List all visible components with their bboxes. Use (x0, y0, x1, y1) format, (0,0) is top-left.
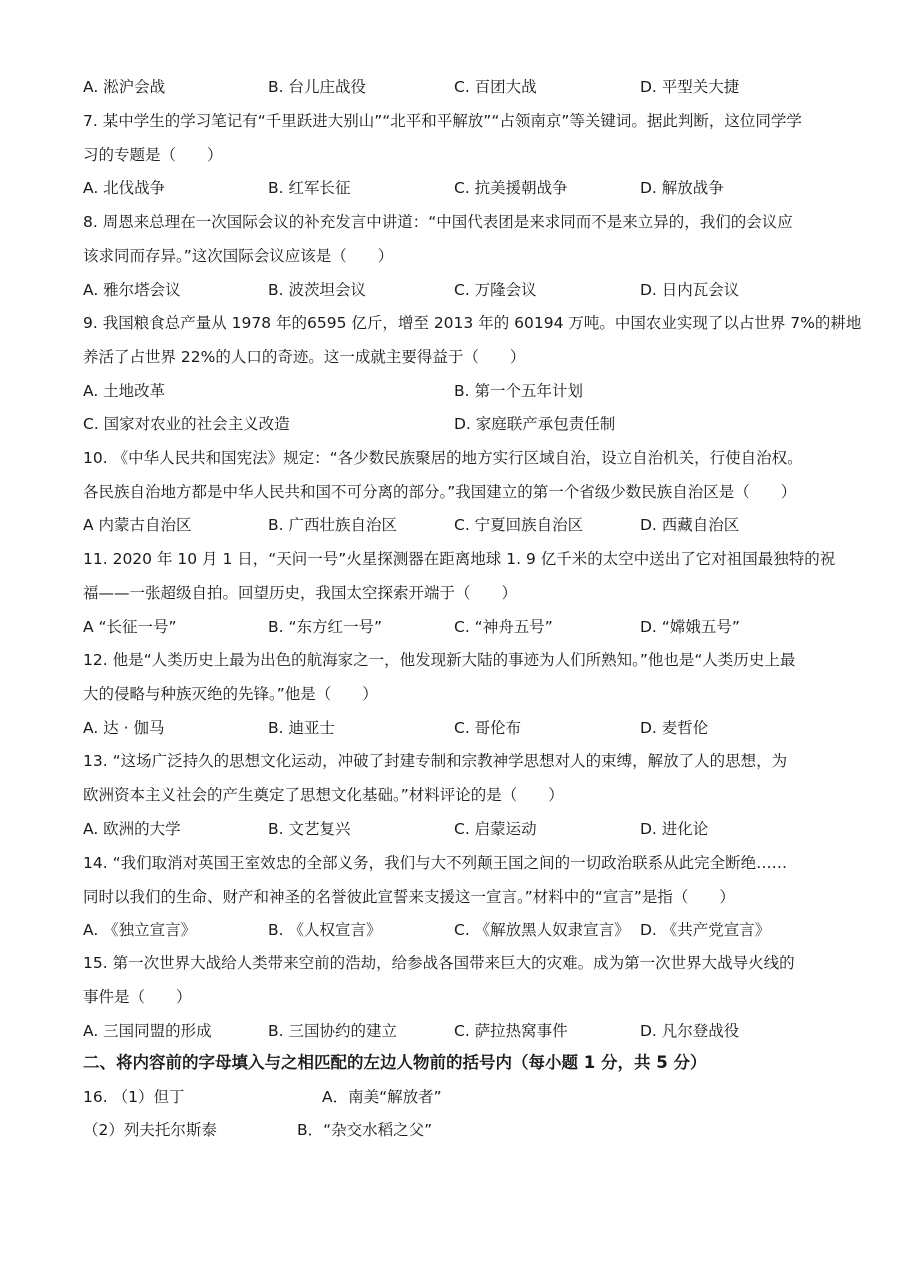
q6-option-b: B. 台儿庄战役 (268, 78, 366, 96)
q10-option-a: A 内蒙古自治区 (83, 516, 192, 534)
q16-left-item-1: 16. （1）但丁 (83, 1088, 185, 1106)
q14-option-c: C. 《解放黑人奴隶宣言》 (454, 921, 630, 939)
q7-option-b: B. 红军长征 (268, 179, 351, 197)
q14-stem-line2: 同时以我们的生命、财产和神圣的名誉彼此宣誓来支援这一宣言。”材料中的“宣言”是指（ ） (83, 888, 735, 906)
q15-stem-line1: 15. 第一次世界大战给人类带来空前的浩劫，给参战各国带来巨大的灾难。成为第一次世界大战导火线的 (83, 954, 795, 972)
q13-option-a: A. 欧洲的大学 (83, 820, 181, 838)
q12-option-c: C. 哥伦布 (454, 719, 522, 737)
q14-option-d: D. 《共产党宣言》 (640, 921, 771, 939)
q15-option-c: C. 萨拉热窝事件 (454, 1022, 568, 1040)
q10-stem-line2: 各民族自治地方都是中华人民共和国不可分离的部分。”我国建立的第一个省级少数民族自治区是（ ） (83, 483, 797, 501)
q9-option-a: A. 土地改革 (83, 382, 166, 400)
q12-option-a: A. 达 · 伽马 (83, 719, 165, 737)
q13-stem-line2: 欧洲资本主义社会的产生奠定了思想文化基础。”材料评论的是（ ） (83, 786, 564, 804)
q9-option-b: B. 第一个五年计划 (454, 382, 583, 400)
q12-option-b: B. 迪亚士 (268, 719, 335, 737)
q15-option-a: A. 三国同盟的形成 (83, 1022, 212, 1040)
q11-stem-line1: 11. 2020 年 10 月 1 日，“天问一号”火星探测器在距离地球 1. 9 亿千米的太空中送出了它对祖国最独特的祝 (83, 550, 836, 568)
q15-option-d: D. 凡尔登战役 (640, 1022, 740, 1040)
q11-option-d: D. “嫦娥五号” (640, 618, 740, 636)
q6-option-a: A. 淞沪会战 (83, 78, 166, 96)
q15-stem-line2: 事件是（ ） (83, 988, 192, 1006)
q8-option-a: A. 雅尔塔会议 (83, 281, 181, 299)
q9-option-d: D. 家庭联产承包责任制 (454, 415, 616, 433)
q11-option-a: A “长征一号” (83, 618, 177, 636)
q7-option-c: C. 抗美援朝战争 (454, 179, 568, 197)
q10-option-c: C. 宁夏回族自治区 (454, 516, 584, 534)
q14-stem-line1: 14. “我们取消对英国王室效忠的全部义务，我们与大不列颠王国之间的一切政治联系从此完全断绝…… (83, 854, 788, 872)
q8-stem-line2: 该求同而存异。”这次国际会议应该是（ ） (83, 247, 394, 265)
q12-stem-line1: 12. 他是“人类历史上最为出色的航海家之一，他发现新大陆的事迹为人们所熟知。”他也是“人类历史上最 (83, 651, 796, 669)
q13-option-c: C. 启蒙运动 (454, 820, 537, 838)
q7-stem-line2: 习的专题是（ ） (83, 146, 223, 164)
q8-option-c: C. 万隆会议 (454, 281, 537, 299)
q9-stem-line2: 养活了占世界 22%的人口的奇迹。这一成就主要得益于（ ） (83, 348, 526, 366)
q16-left-item-2: （2）列夫托尔斯泰 (83, 1121, 217, 1139)
q16-right-item-b: B．“杂交水稻之父” (297, 1121, 433, 1139)
q15-option-b: B. 三国协约的建立 (268, 1022, 397, 1040)
q14-option-a: A. 《独立宣言》 (83, 921, 197, 939)
q7-stem-line1: 7. 某中学生的学习笔记有“千里跃进大别山”“北平和平解放”“占领南京”等关键词。据此判断，这位同学学 (83, 112, 802, 130)
q7-option-a: A. 北伐战争 (83, 179, 166, 197)
q9-stem-line1: 9. 我国粮食总产量从 1978 年的6595 亿斤，增至 2013 年的 60194 万吨。中国农业实现了以占世界 7%的耕地 (83, 314, 862, 332)
q16-right-item-a: A．南美“解放者” (322, 1088, 442, 1106)
q10-stem-line1: 10. 《中华人民共和国宪法》规定：“各少数民族聚居的地方实行区域自治，设立自治机关，行使自治权。 (83, 449, 803, 467)
q12-option-d: D. 麦哲伦 (640, 719, 709, 737)
q13-option-b: B. 文艺复兴 (268, 820, 351, 838)
q8-option-b: B. 波茨坦会议 (268, 281, 366, 299)
q9-option-c: C. 国家对农业的社会主义改造 (83, 415, 290, 433)
q6-option-c: C. 百团大战 (454, 78, 537, 96)
q14-option-b: B. 《人权宣言》 (268, 921, 382, 939)
q11-option-b: B. “东方红一号” (268, 618, 383, 636)
q10-option-b: B. 广西壮族自治区 (268, 516, 397, 534)
q8-option-d: D. 日内瓦会议 (640, 281, 740, 299)
q11-option-c: C. “神舟五号” (454, 618, 553, 636)
q13-stem-line1: 13. “这场广泛持久的思想文化运动，冲破了封建专制和宗教神学思想对人的束缚，解放了人的思想，为 (83, 752, 788, 770)
q6-option-d: D. 平型关大捷 (640, 78, 740, 96)
q13-option-d: D. 进化论 (640, 820, 709, 838)
q12-stem-line2: 大的侵略与种族灭绝的先锋。”他是（ ） (83, 685, 378, 703)
q10-option-d: D. 西藏自治区 (640, 516, 740, 534)
q8-stem-line1: 8. 周恩来总理在一次国际会议的补充发言中讲道：“中国代表团是来求同而不是来立异的，我们的会议应 (83, 213, 793, 231)
q11-stem-line2: 福——一张超级自拍。回望历史，我国太空探索开端于（ ） (83, 584, 518, 602)
q7-option-d: D. 解放战争 (640, 179, 724, 197)
section-heading: 二、将内容前的字母填入与之相匹配的左边人物前的括号内（每小题 1 分，共 5 分） (83, 1053, 707, 1072)
